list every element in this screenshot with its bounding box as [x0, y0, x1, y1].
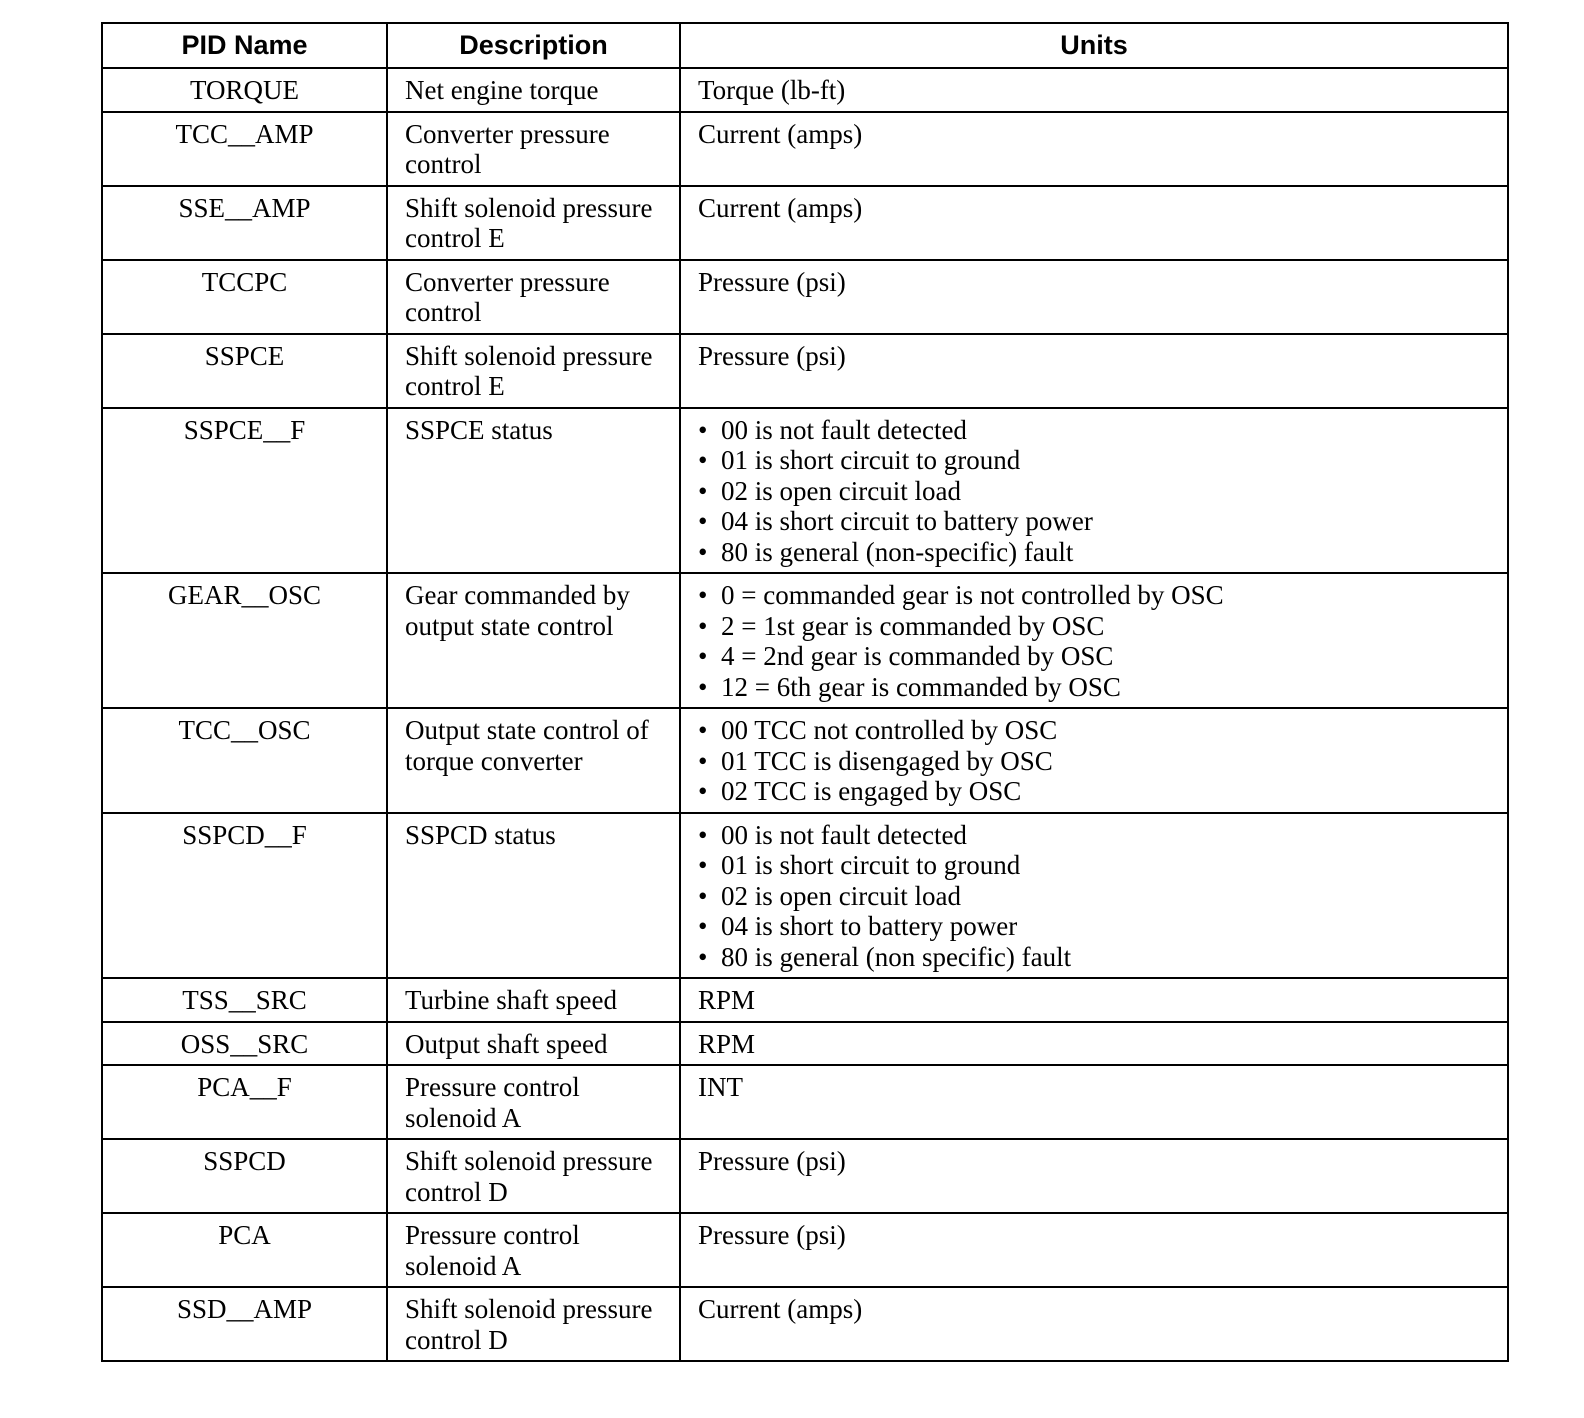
description-cell: Converter pressure control — [387, 112, 680, 186]
pid-name-cell: SSD__AMP — [102, 1287, 387, 1361]
table-row — [102, 68, 1508, 112]
table-body — [102, 68, 1508, 1361]
units-bullet-item: • 12 = 6th gear is commanded by OSC — [698, 672, 1495, 703]
units-bullet-item: • 02 is open circuit load — [698, 476, 1495, 507]
table-row — [102, 260, 1508, 334]
pid-name-cell: SSE__AMP — [102, 186, 387, 260]
description-cell: Turbine shaft speed — [387, 978, 680, 1022]
units-cell: Pressure (psi) — [680, 1213, 1508, 1287]
pid-name-cell: SSPCE — [102, 334, 387, 408]
description-cell: Pressure control solenoid A — [387, 1213, 680, 1287]
units-cell — [680, 408, 1508, 574]
header-units: Units — [680, 23, 1508, 68]
pid-name-cell: SSPCD__F — [102, 813, 387, 979]
units-cell: RPM — [680, 1022, 1508, 1066]
table-row — [102, 408, 1508, 574]
pid-name-cell: SSPCD — [102, 1139, 387, 1213]
table-row — [102, 1287, 1508, 1361]
pid-name-cell: TCCPC — [102, 260, 387, 334]
description-cell: Net engine torque — [387, 68, 680, 112]
units-bullet-item: • 00 is not fault detected — [698, 820, 1495, 851]
table-row — [102, 708, 1508, 813]
units-bullet-item: • 0 = commanded gear is not controlled by OSC — [698, 580, 1495, 611]
description-cell: SSPCE status — [387, 408, 680, 574]
description-cell: Shift solenoid pressure control E — [387, 186, 680, 260]
units-bullet-item: • 00 is not fault detected — [698, 415, 1495, 446]
table-row — [102, 813, 1508, 979]
pid-name-cell: OSS__SRC — [102, 1022, 387, 1066]
header-row — [102, 23, 1508, 68]
pid-name-cell: GEAR__OSC — [102, 573, 387, 708]
description-cell: Shift solenoid pressure control D — [387, 1287, 680, 1361]
units-bullet-item: • 4 = 2nd gear is commanded by OSC — [698, 641, 1495, 672]
description-cell: Gear commanded by output state control — [387, 573, 680, 708]
description-cell: Pressure control solenoid A — [387, 1065, 680, 1139]
units-bullet-item: • 01 is short circuit to ground — [698, 850, 1495, 881]
units-cell: Current (amps) — [680, 1287, 1508, 1361]
units-bullet-item: • 80 is general (non-specific) fault — [698, 537, 1495, 568]
units-bullet-list — [698, 820, 1495, 973]
description-cell: Shift solenoid pressure control E — [387, 334, 680, 408]
description-cell: Shift solenoid pressure control D — [387, 1139, 680, 1213]
description-cell: Output state control of torque converter — [387, 708, 680, 813]
units-cell — [680, 573, 1508, 708]
pid-table — [101, 22, 1509, 1362]
pid-name-cell: PCA — [102, 1213, 387, 1287]
units-cell: Current (amps) — [680, 112, 1508, 186]
units-bullet-item: • 01 TCC is disengaged by OSC — [698, 746, 1495, 777]
units-bullet-item: • 02 TCC is engaged by OSC — [698, 776, 1495, 807]
table-row — [102, 1139, 1508, 1213]
table-row — [102, 112, 1508, 186]
pid-name-cell: TORQUE — [102, 68, 387, 112]
table-row — [102, 1022, 1508, 1066]
pid-name-cell: PCA__F — [102, 1065, 387, 1139]
table-row — [102, 1065, 1508, 1139]
table-row — [102, 978, 1508, 1022]
description-cell: Converter pressure control — [387, 260, 680, 334]
units-cell: Pressure (psi) — [680, 1139, 1508, 1213]
pid-name-cell: TCC__AMP — [102, 112, 387, 186]
description-cell: Output shaft speed — [387, 1022, 680, 1066]
header-pid-name: PID Name — [102, 23, 387, 68]
units-bullet-item: • 80 is general (non specific) fault — [698, 942, 1495, 973]
units-bullet-item: • 04 is short circuit to battery power — [698, 506, 1495, 537]
table-row — [102, 573, 1508, 708]
units-bullet-item: • 2 = 1st gear is commanded by OSC — [698, 611, 1495, 642]
units-cell — [680, 813, 1508, 979]
units-cell: Pressure (psi) — [680, 260, 1508, 334]
units-bullet-item: • 04 is short to battery power — [698, 911, 1495, 942]
units-cell: Torque (lb-ft) — [680, 68, 1508, 112]
units-cell: RPM — [680, 978, 1508, 1022]
table-row — [102, 186, 1508, 260]
units-cell: Current (amps) — [680, 186, 1508, 260]
units-bullet-item: • 00 TCC not controlled by OSC — [698, 715, 1495, 746]
units-bullet-list — [698, 580, 1495, 702]
header-description: Description — [387, 23, 680, 68]
units-bullet-list — [698, 415, 1495, 568]
units-cell: Pressure (psi) — [680, 334, 1508, 408]
pid-name-cell: SSPCE__F — [102, 408, 387, 574]
pid-name-cell: TCC__OSC — [102, 708, 387, 813]
units-bullet-item: • 02 is open circuit load — [698, 881, 1495, 912]
units-bullet-list — [698, 715, 1495, 807]
units-cell: INT — [680, 1065, 1508, 1139]
units-cell — [680, 708, 1508, 813]
table-row — [102, 334, 1508, 408]
pid-name-cell: TSS__SRC — [102, 978, 387, 1022]
units-bullet-item: • 01 is short circuit to ground — [698, 445, 1495, 476]
table-row — [102, 1213, 1508, 1287]
description-cell: SSPCD status — [387, 813, 680, 979]
